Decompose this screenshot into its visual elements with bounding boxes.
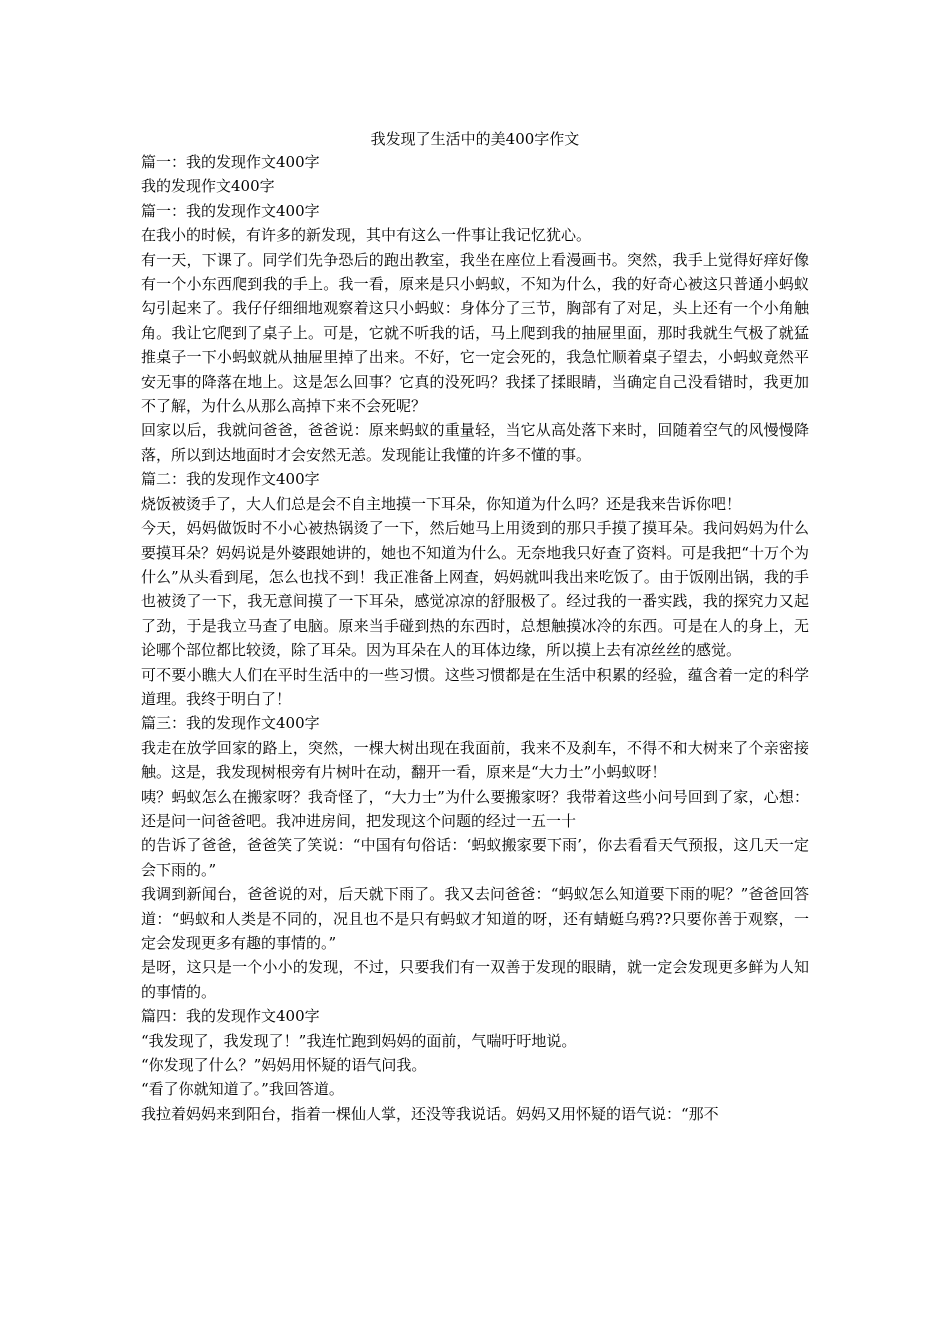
document-title: 我发现了生活中的美400字作文 xyxy=(370,130,580,148)
paragraph: 我走在放学回家的路上，突然，一棵大树出现在我面前，我来不及刹车，不得不和大树来了个亲密接触。这是，我发现树根旁有片树叶在动，翻开一看，原来是“大力士”小蚂蚁呀！ xyxy=(141,738,809,782)
paragraph: 有一天，下课了。同学们先争恐后的跑出教室，我坐在座位上看漫画书。突然，我手上觉得好痒好像有一个小东西爬到我的手上。我一看，原来是只小蚂蚁，不知为什么，我的好奇心被这只普通小蚂蚁勾引起来了。我仔仔细细地观察着这只小蚂蚁：身体分了三节，胸部有了对足，头上还有一个小角触角。我让它爬到了桌子上。可是，它就不听我的话，马上爬到我的抽屉里面，那时我就生气极了就猛推桌子一下小蚂蚁就从抽屉里掉了出来。不好，它一定会死的，我急忙顺着桌子望去，小蚂蚁竟然平安无事的降落在地上。这是怎么回事？它真的没死吗？我揉了揉眼睛，当确定自己没看错时，我更加不了解，为什么从那么高掉下来不会死呢？ xyxy=(141,250,809,416)
paragraph: 篇三：我的发现作文400字 xyxy=(141,714,320,733)
paragraph: 回家以后，我就问爸爸，爸爸说：原来蚂蚁的重量轻，当它从高处落下来时，回随着空气的风慢慢降落，所以到达地面时才会安然无恙。发现能让我懂的许多不懂的事。 xyxy=(141,421,809,464)
paragraph: 我拉着妈妈来到阳台，指着一棵仙人掌，还没等我说话。妈妈又用怀疑的语气说：“那不 xyxy=(141,1104,719,1123)
paragraph: “看了你就知道了。”我回答道。 xyxy=(141,1080,344,1099)
paragraph: 我调到新闻台，爸爸说的对，后天就下雨了。我又去问爸爸：“蚂蚁怎么知道要下雨的呢？”爸爸回答道：“蚂蚁和人类是不同的，况且也不是只有蚂蚁才知道的呀，还有蜻蜓乌鸦??只要你善于观察，一定会发现更多有趣的事情的。” xyxy=(141,885,809,952)
paragraph: “我发现了，我发现了！”我连忙跑到妈妈的面前，气喘吁吁地说。 xyxy=(141,1031,577,1050)
paragraph: 烧饭被烫手了，大人们总是会不自主地摸一下耳朵，你知道为什么吗？还是我来告诉你吧！ xyxy=(141,494,742,513)
paragraph: 咦？蚂蚁怎么在搬家呀？我奇怪了，“大力士”为什么要搬家呀？我带着这些小问号回到了家，心想：还是问一问爸爸吧。我冲进房间，把发现这个问题的经过一五一十 xyxy=(141,787,809,830)
document-body xyxy=(141,150,809,1126)
paragraph: 篇二：我的发现作文400字 xyxy=(141,470,320,489)
paragraph: 的告诉了爸爸，爸爸笑了笑说：“中国有句俗话：‘蚂蚁搬家要下雨’，你去看看天气预报，这几天一定会下雨的。” xyxy=(141,836,809,879)
paragraph: 今天，妈妈做饭时不小心被热锅烫了一下，然后她马上用烫到的那只手摸了摸耳朵。我问妈妈为什么要摸耳朵？妈妈说是外婆跟她讲的，她也不知道为什么。无奈地我只好查了资料。可是我把“十万个为什么”从头看到尾，怎么也找不到！我正准备上网查，妈妈就叫我出来吃饭了。由于饭刚出锅，我的手也被烫了一下，我无意间摸了一下耳朵，感觉凉凉的舒服极了。经过我的一番实践，我的探究力又起了劲，于是我立马查了电脑。原来当手碰到热的东西时，总想触摸冰冷的东西。可是在人的身上，无论哪个部位都比较烫，除了耳朵。因为耳朵在人的耳体边缘，所以摸上去有凉丝丝的感觉。 xyxy=(141,519,809,660)
paragraph: 是呀，这只是一个小小的发现，不过，只要我们有一双善于发现的眼睛，就一定会发现更多鲜为人知的事情的。 xyxy=(141,958,809,1001)
paragraph: “你发现了什么？”妈妈用怀疑的语气问我。 xyxy=(141,1056,427,1075)
paragraph: 篇一：我的发现作文400字 xyxy=(141,201,320,220)
paragraph: 在我小的时候，有许多的新发现，其中有这么一件事让我记忆犹心。 xyxy=(141,226,592,245)
paragraph: 篇一：我的发现作文400字 xyxy=(141,153,320,171)
paragraph: 可不要小瞧大人们在平时生活中的一些习惯。这些习惯都是在生活中积累的经验，蕴含着一定的科学道理。我终于明白了！ xyxy=(141,665,809,708)
paragraph: 我的发现作文400字 xyxy=(141,177,275,196)
paragraph: 篇四：我的发现作文400字 xyxy=(141,1007,320,1026)
